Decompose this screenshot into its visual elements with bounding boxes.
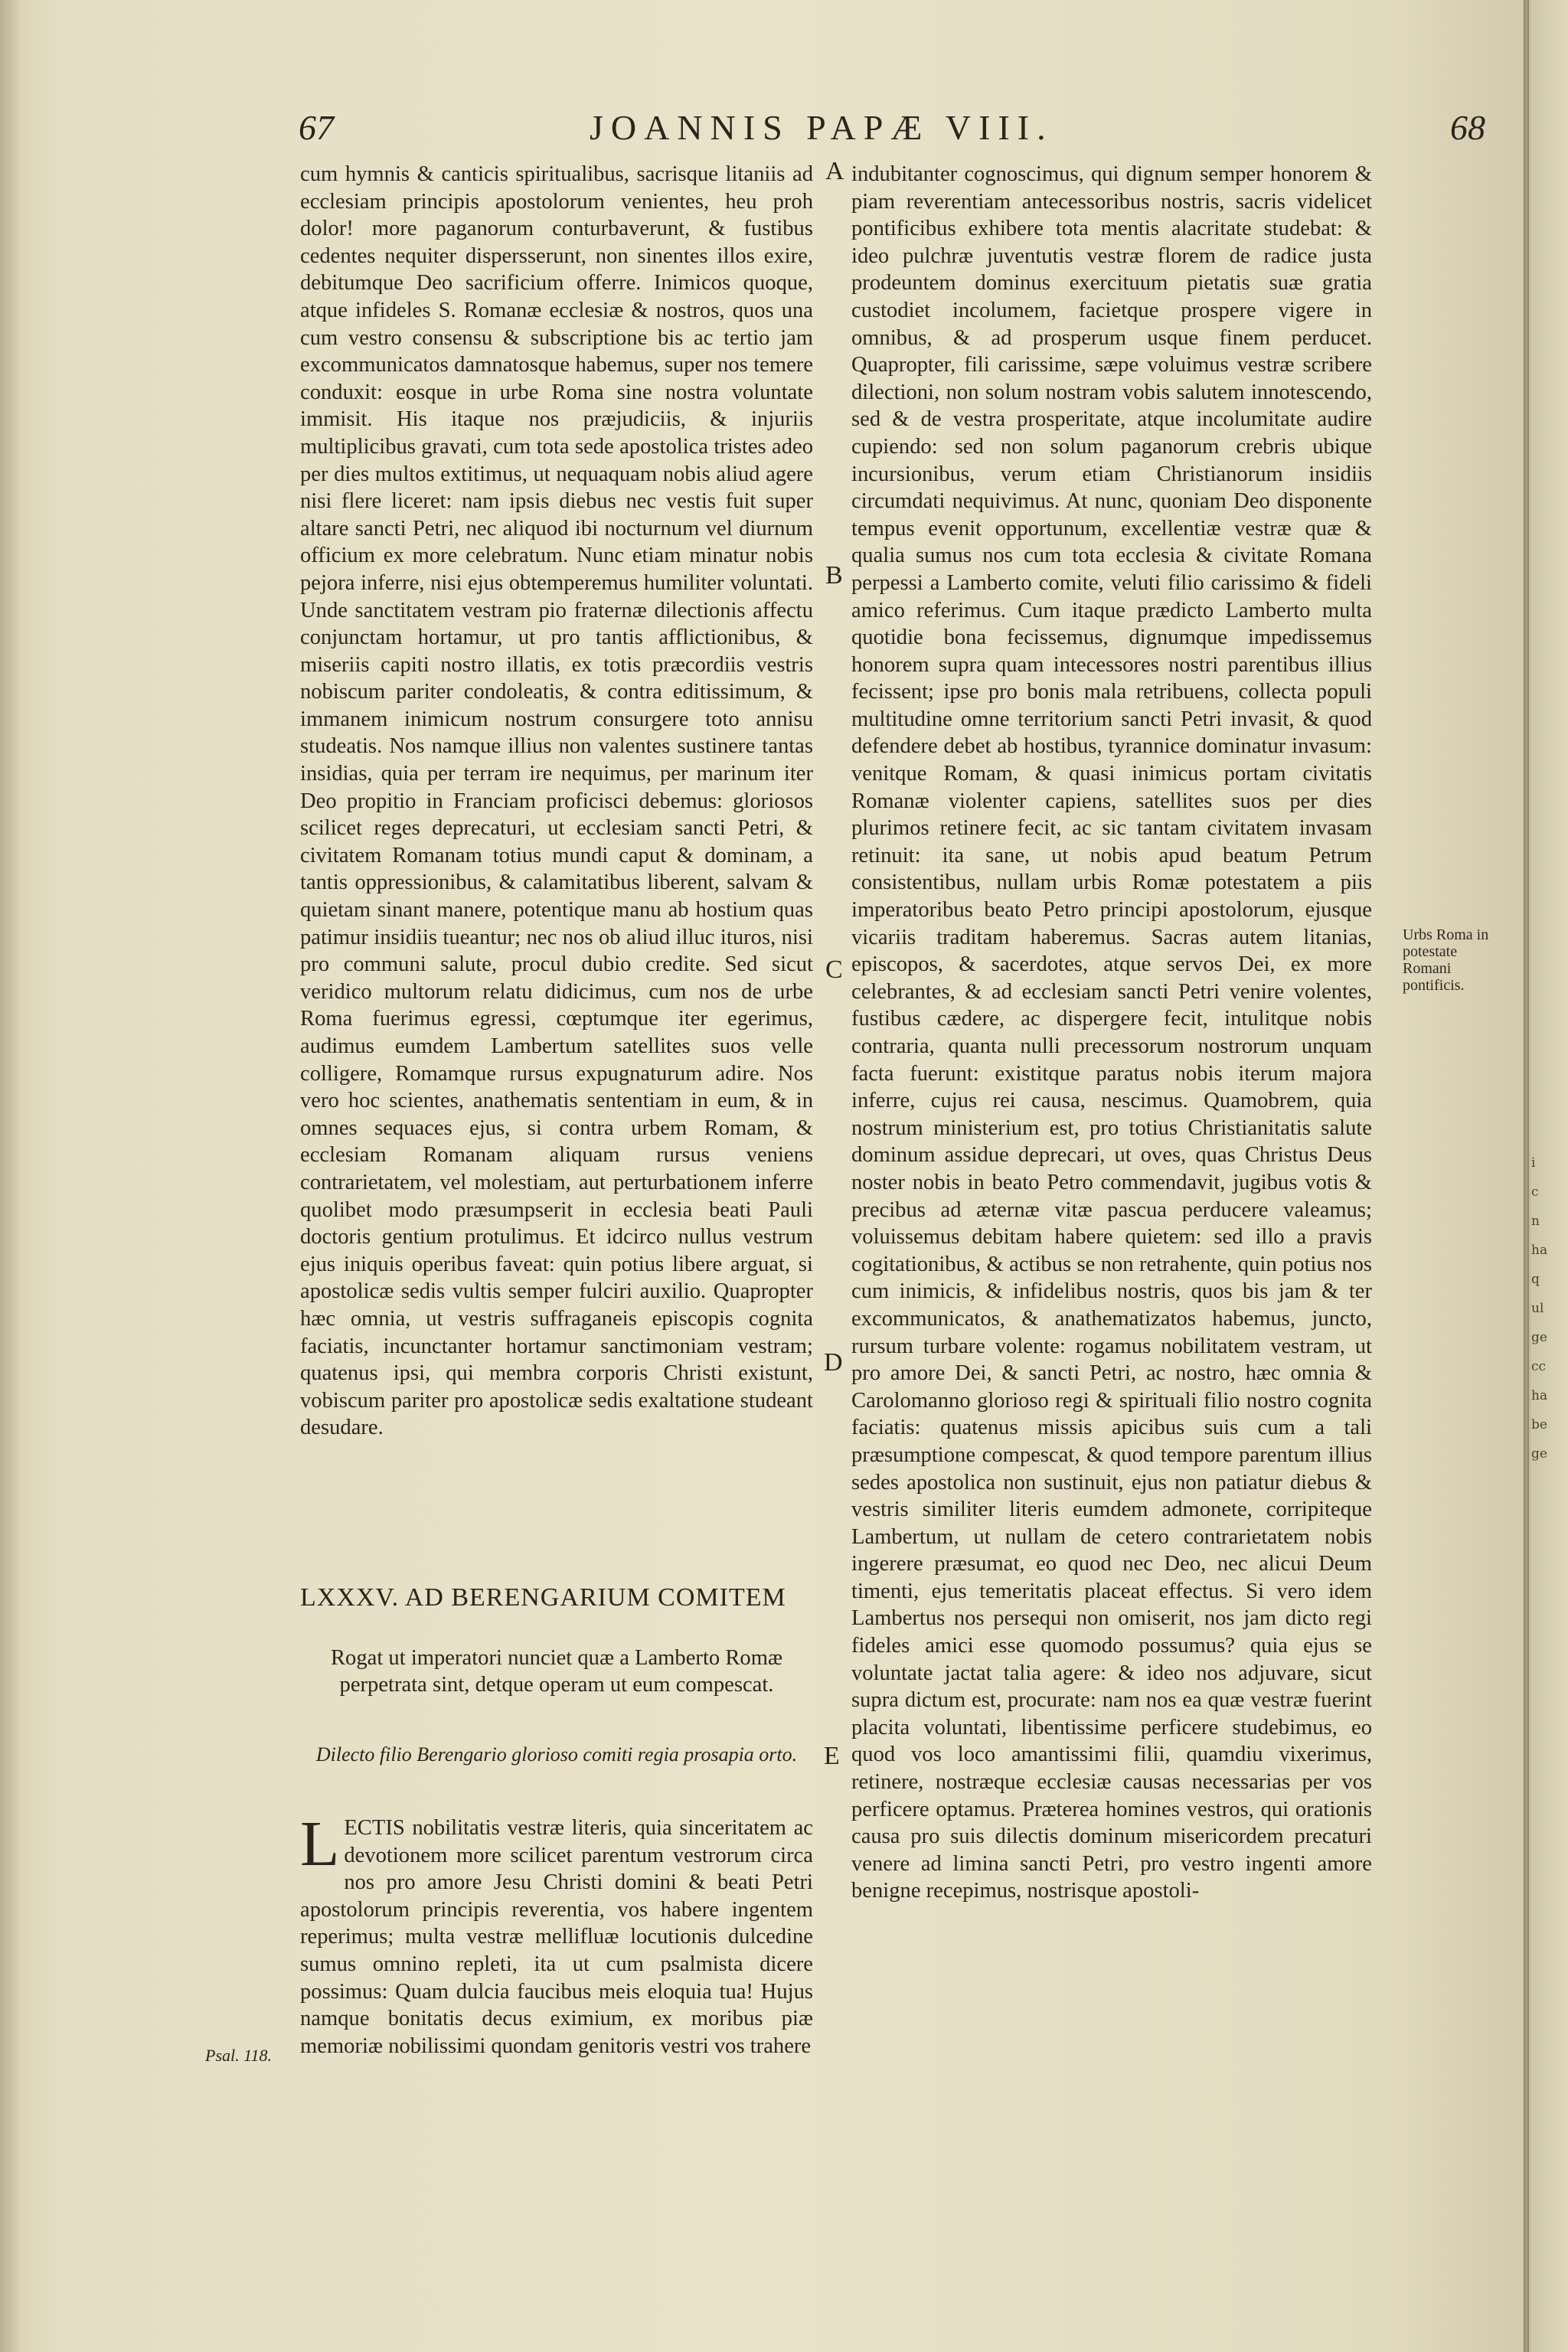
section-marker-a: A bbox=[825, 157, 844, 185]
left-column bbox=[300, 161, 813, 1442]
edge-fragment: q bbox=[1531, 1272, 1540, 1287]
left-column-text: cum hymnis & canticis spiritualibus, sacrisque litaniis ad ecclesiam principis apostolorum venientes, heu proh dolor! more paganorum conturbaverunt, & fustibus cedentes nequiter dispersserunt, non sinentes illos exire, debitumque Deo sacrificium offerre. Inimicos quoque, atque infideles S. Romanæ ecclesiæ & nostros, quos una cum vestro consensu & subscriptione bis ac tertio jam excommunicatos damnatosque habemus, super nos temere conduxit: eosque in urbe Roma sine nostra voluntate immisit. His itaque nos præjudiciis, & injuriis multiplicibus gravati, cum tota sede apostolica tristes adeo per dies multos extitimus, ut nequaquam nobis aliud agere nisi flere liceret: nam ipsis diebus nec vestis fuit super altare sancti Petri, nec aliquod ibi nocturnum vel diurnum officium ex more celebratum. Nunc etiam minatur nobis pejora inferre, nisi ejus obtemperemus humiliter voluntati. Unde sanctitatem vestram pio fraternæ dilectionis affectu conjunctam hortamur, ut pro tantis afflictionibus, & miseriis capiti nostro illatis, ex totis præcordiis vestris nobiscum pariter condoleatis, & contra editissimum, & immanem inimicum nostrum consurgere toto annisu studeatis. Nos namque illius non valentes sustinere tantas insidias, quia per terram ire nequimus, per marinum iter Deo propitio in Franciam proficisci debemus: gloriosos scilicet reges deprecaturi, ut ecclesiam sancti Petri, & civitatem Romanam totius mundi caput & dominam, a tantis oppressionibus, & calamitatibus liberent, salvam & quietam sinant manere, potentique manu ab hostium quas patimur insidiis tueantur; nec nos ob aliud illuc ituros, nisi pro communi salute, procul dubio credite. Sed sicut veridico multorum relatu didicimus, cum nos de urbe Roma fuerimus egressi, cœptumque iter egerimus, audimus eumdem Lambertum satellites suos velle colligere, Romamque rursus expugnaturum adire. Nos vero hoc scientes, anathematis sententiam in eum, & in omnes sequaces ejus, si contra urbem Romam, & ecclesiam Romanam aliquam rursus veniens contrarietatem, vel molestiam, aut perturbationem inferre quolibet modo præsumpserit in ecclesia beati Pauli doctoris gentium protulimus. Et idcirco nullus vestrum ejus iniquis operibus faveat: quin potius libere arguat, si apostolicæ sedis vultis semper fulciri auxilio. Quapropter hæc omnia, ut vestris suffraganeis episcopis cognita faciatis, incunctanter hortamur sanctimoniam vestram; quatenus ipsi, qui membra corporis Christi existunt, vobiscum pariter pro apostolicæ sedis exaltatione studeant desudare. bbox=[300, 162, 813, 1440]
psalm-reference: Psal. 118. bbox=[205, 2046, 272, 2065]
edge-fragment: i bbox=[1531, 1155, 1536, 1171]
page-gutter bbox=[1527, 0, 1529, 2352]
letter-address: Dilecto filio Berengario glorioso comiti regia prosapia orto. bbox=[315, 1743, 798, 1766]
edge-fragment: ha bbox=[1531, 1388, 1548, 1403]
margin-note: Urbs Roma in potestate Romani pontificis. bbox=[1403, 926, 1489, 994]
edge-fragment: ha bbox=[1531, 1243, 1548, 1258]
section-marker-b: B bbox=[825, 561, 843, 590]
edge-fragment: be bbox=[1531, 1417, 1547, 1432]
section-marker-d: D bbox=[824, 1348, 843, 1377]
section-marker-e: E bbox=[824, 1742, 840, 1770]
section-marker-c: C bbox=[825, 956, 843, 984]
page-number-right: 68 bbox=[1450, 108, 1485, 147]
letter-heading: LXXXV. AD BERENGARIUM COMITEM bbox=[300, 1583, 786, 1612]
facing-page-fragments bbox=[1531, 1148, 1566, 1838]
page-number-left: 67 bbox=[299, 108, 334, 147]
letter-opening-text: ECTIS nobilitatis vestræ literis, quia sinceritatem ac devotionem more scilicet parentum vestrorum circa nos pro amore Jesu Christi domini & beati Petri apostolorum principis reverentia, vos habere ingentem reperimus; multa vestræ mellifluæ locutionis dulcedine sumus omnino repleti, ita ut cum psalmista dicere possimus: Quam dulcia faucibus meis eloquia tua! Hujus namque bonitatis decus eximium, ex moribus piæ memoriæ nobilissimi quondam genitoris vestri vos trahere bbox=[300, 1816, 813, 2058]
running-title: JOANNIS PAPÆ VIII. bbox=[590, 108, 1054, 147]
letter-opening bbox=[300, 1808, 813, 2060]
right-column-text: indubitanter cognoscimus, qui dignum semper honorem & piam reverentiam antecessoribus nostris, sacris videlicet pontificibus exhibere tota mentis alacritate studebat: & ideo pulchræ juventutis vestræ florem de radice justa prodeuntem dominus exercituum pietatis suæ gratia custodiet incolumem, facietque prospere vigere in omnibus, & ad prosperum usque finem perducet. Quapropter, fili carissime, sæpe voluimus vestræ scribere dilectioni, non solum nostram vobis salutem innotescendo, sed & de vestra prosperitate, atque incolumitate audire cupiendo: sed non solum paganorum crebris ubique incursionibus, verum etiam Christianorum insidiis circumdati nequivimus. At nunc, quoniam Deo disponente tempus evenit opportunum, excellentiæ vestræ quæ & qualia sumus nos cum tota ecclesia & civitate Romana perpessi a Lamberto comite, veluti filio carissimo & fideli amico referimus. Cum itaque prædicto Lamberto multa quotidie bona fecissemus, dignumque impedissemus honorem supra quam intecessores nostri parentibus illius fecissent; ipse pro bonis mala retribuens, collecta populi multitudine omne territorium sancti Petri invasit, & quod defendere debet ab hostibus, tyrannice dominatur invasum: venitque Romam, & quasi inimicus portam civitatis Romanæ violenter capiens, satellites suos per dies plurimos retinere fecit, ac sic tantam civitatem invasam retinuit: ita sane, ut nobis apud beatum Petrum consistentibus, nullam urbis Romæ potestatem a piis imperatoribus beato Petro principi apostolorum, ejusque vicariis traditam haberemus. Sacras autem litanias, episcopos, & sacerdotes, atque servos Dei, ex more celebrantes, & ad ecclesiam sancti Petri venire volentes, fustibus cædere, ac dispergere fecit, intulitque nobis contraria, quanta nulli precessorum nostrorum unquam facta fuerunt: existitque paratus nobis iterum majora inferre, cujus rei causa, nescimus. Quamobrem, quia nostrum ministerium est, pro totius Christianitatis salute dominum assidue deprecari, ut oves, quas Christus Deus noster nobis in beato Petro commendavit, jugibus votis & precibus ad æternæ vitæ pascua perducere valeamus; voluissemus debitam habere quietem: sed illo a pravis cogitationibus, & actibus se non retrahente, quin potius nos cum inimicis, & infidelibus nostris, quos bis jam & ter excommunicatos, & anathematizatos habemus, juncto, rursum turbare volente: rogamus nobilitatem vestram, ut pro amore Dei, & sancti Petri, ac nostro, hæc omnia & Carolomanno glorioso regi & spirituali filio nostro cognita faciatis: quatenus missis apicibus suis cum a tali præsumptione compescat, & quod tempore parentum illius sedes apostolica non sustinuit, ejus non patiatur diebus & vestris similiter literis eumdem admonete, corripiteque Lambertum, ut nullam de cetero contrarietatem nobis ingerere præsumat, eo quod nec Deo, nec alicui Deum timenti, ejus temeritatis placeat effectus. Si vero idem Lambertus nos persequi non omiserit, nos jam dicto regi fideles amici esse quomodo possumus? quia ejus se voluntate jactat talia agere: & ideo nos adjuvare, sicut supra dictum est, procurate: nam nos ea quæ vestræ fuerint placita voluntati, libentissime perficere studebimus, eo quod vos loco amantissimi filii, quamdiu vixerimus, retinere, nostræque ecclesiæ causas necessarias per vos perficere optamus. Præterea homines vestros, qui orationis causa pro suis dilectis dominum misericordem precaturi venere ad limina sancti Petri, pro vestro ingenti amore benigne recepimus, nostrisque apostoli- bbox=[851, 162, 1372, 1903]
drop-capital: L bbox=[300, 1808, 340, 1880]
running-header bbox=[299, 107, 1485, 153]
edge-fragment: cc bbox=[1531, 1359, 1547, 1374]
edge-fragment: ge bbox=[1531, 1330, 1547, 1345]
edge-fragment: n bbox=[1531, 1214, 1540, 1229]
right-column bbox=[851, 161, 1372, 1905]
letter-summary: Rogat ut imperatori nunciet quæ a Lamberto Romæ perpetrata sint, detque operam ut eum compescat. bbox=[330, 1646, 783, 1697]
edge-fragment: ul bbox=[1531, 1301, 1544, 1316]
edge-fragment: ge bbox=[1531, 1446, 1547, 1462]
edge-fragment: c bbox=[1531, 1184, 1539, 1200]
